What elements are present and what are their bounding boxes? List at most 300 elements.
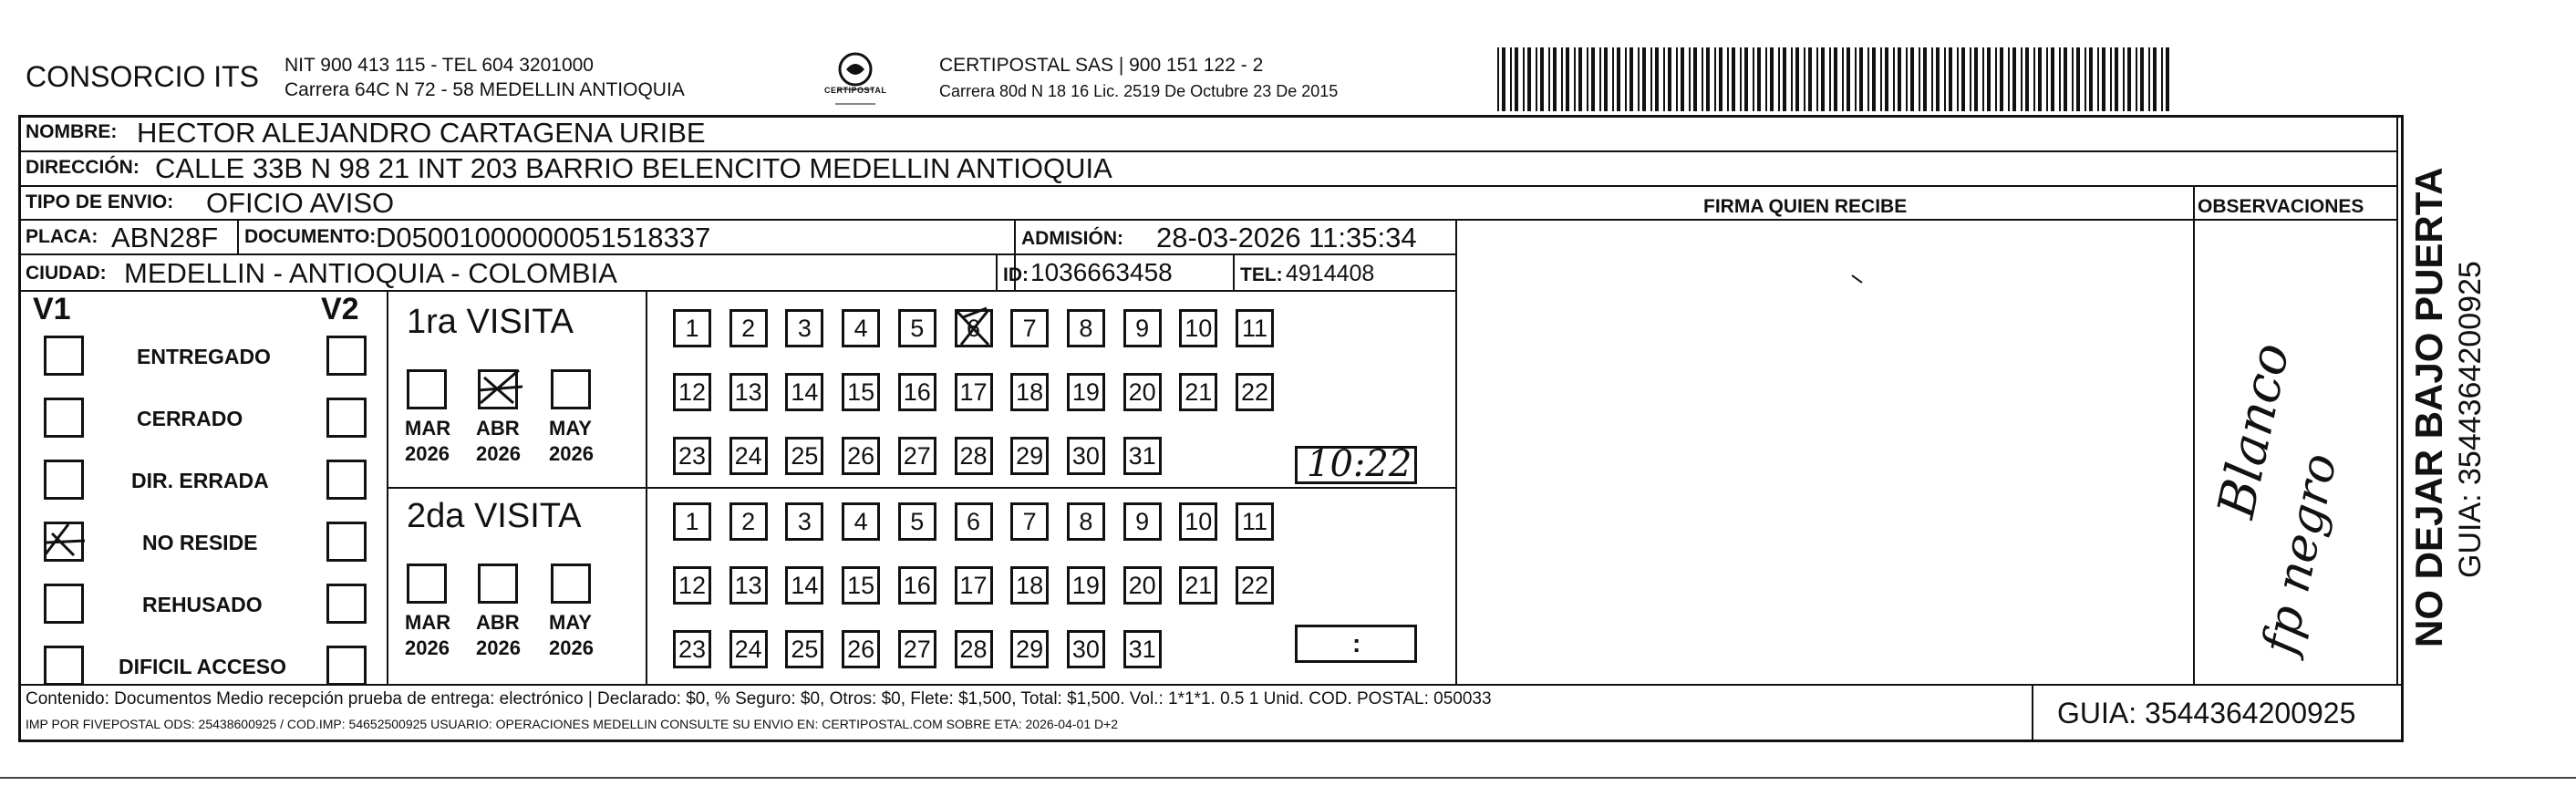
day-cell-3[interactable] [785, 309, 823, 347]
year-label: 2026 [405, 442, 450, 465]
day-cell-9[interactable] [1123, 309, 1162, 347]
barcode-bar [1936, 47, 1940, 111]
id-value: 1036663458 [1030, 258, 1173, 286]
barcode-bar [1847, 47, 1850, 111]
barcode-bar [1727, 47, 1729, 111]
day-number: 26 [847, 635, 875, 663]
day-number: 9 [1135, 314, 1150, 342]
year-label: 2026 [405, 636, 450, 659]
day-number: 7 [1022, 507, 1037, 535]
observacion-handwriting-1: Blanco [2207, 337, 2302, 523]
day-cell-31[interactable] [1123, 437, 1162, 475]
day-number: 11 [1241, 314, 1268, 342]
day-number: 3 [797, 507, 812, 535]
barcode-bar [2127, 47, 2131, 111]
barcode-bar [1791, 47, 1793, 111]
barcode-bar [1893, 47, 1895, 111]
barcode-bar [1515, 47, 1518, 111]
nombre-value: HECTOR ALEJANDRO CARTAGENA URIBE [137, 117, 706, 149]
day-number: 28 [959, 441, 988, 470]
day-cell-16[interactable] [898, 373, 936, 411]
day-number: 2 [741, 314, 756, 342]
day-number: 6 [966, 314, 981, 342]
barcode-bar [2153, 47, 2157, 111]
day-cell-20[interactable] [1123, 373, 1162, 411]
day-number: 21 [1185, 571, 1213, 599]
day-number: 16 [903, 377, 931, 406]
day-cell-21[interactable] [1179, 373, 1217, 411]
day-number: 8 [1079, 507, 1093, 535]
day-cell-3[interactable] [785, 502, 823, 541]
v2-checkbox-dir-errada[interactable] [326, 460, 367, 500]
day-number: 13 [734, 571, 762, 599]
day-number: 22 [1240, 571, 1269, 599]
second-visit-time-box[interactable] [1295, 625, 1417, 663]
day-number: 9 [1135, 507, 1150, 535]
day-cell-17[interactable] [955, 373, 993, 411]
barcode-bar [1834, 47, 1837, 111]
barcode-bar [2012, 47, 2016, 111]
status-option-label: NO RESIDE [142, 531, 258, 554]
day-number: 14 [791, 571, 819, 599]
day-number: 23 [678, 635, 707, 663]
day-cell-23[interactable] [673, 630, 711, 668]
barcode-bar [2166, 47, 2169, 111]
day-cell-28[interactable] [955, 437, 993, 475]
barcode-bar [1885, 47, 1888, 111]
barcode-bar [1961, 47, 1965, 111]
day-cell-11[interactable] [1236, 309, 1274, 347]
barcode-bar [1970, 47, 1971, 111]
v2-checkbox-entregado[interactable] [326, 336, 367, 376]
v1-checkbox-rehusado[interactable] [44, 584, 84, 624]
day-cell-5[interactable] [898, 502, 936, 541]
footer-imp: IMP POR FIVEPOSTAL ODS: 25438600925 / COD.IMP: 54652500925 USUARIO: OPERACIONES MEDELLIN CONSULTE SU ENVIO EN: CERTIPOSTAL.COM SOBRE ETA: 2026-04-01 D+2 [26, 717, 1119, 731]
barcode-bar [1612, 47, 1614, 111]
barcode-bar [1689, 47, 1691, 111]
day-cell-7[interactable] [1010, 502, 1049, 541]
barcode [1495, 47, 2170, 111]
first-visit-time-box[interactable] [1295, 443, 1417, 485]
month-label: ABR [476, 611, 520, 634]
year-label: 2026 [476, 636, 521, 659]
day-number: 30 [1071, 441, 1100, 470]
barcode-bar [2076, 47, 2080, 111]
day-number: 15 [847, 571, 875, 599]
barcode-bar [1982, 47, 1984, 111]
day-cell-16[interactable] [898, 566, 936, 605]
barcode-bar [1744, 47, 1748, 111]
barcode-bar [1855, 47, 1857, 111]
check-mark-icon [477, 367, 526, 409]
placa-value: ABN28F [111, 222, 219, 253]
barcode-bar [1681, 47, 1684, 111]
day-cell-31[interactable] [1123, 630, 1162, 668]
check-mark-icon [952, 305, 998, 350]
v2-label: V2 [321, 292, 359, 326]
tipo-envio-label: TIPO DE ENVIO: [26, 191, 174, 212]
barcode-bar [2102, 47, 2105, 111]
tel-label: TEL: [1240, 264, 1283, 285]
barcode-bar [1676, 47, 1678, 111]
day-cell-10[interactable] [1179, 309, 1217, 347]
v1-checkbox-dificil-acceso[interactable] [44, 646, 84, 686]
barcode-bar [2059, 47, 2061, 111]
barcode-bar [1629, 47, 1633, 111]
day-number: 13 [734, 377, 762, 406]
placa-label: PLACA: [26, 226, 98, 247]
month-checkbox-mar[interactable] [407, 564, 447, 604]
day-cell-17[interactable] [955, 566, 993, 605]
day-cell-8[interactable] [1067, 502, 1105, 541]
v1-checkbox-cerrado[interactable] [44, 398, 84, 438]
documento-label: DOCUMENTO: [244, 226, 377, 247]
day-cell-12[interactable] [673, 373, 711, 411]
month-checkbox-abr[interactable] [478, 564, 518, 604]
day-cell-6[interactable] [955, 502, 993, 541]
day-cell-27[interactable] [898, 630, 936, 668]
day-cell-30[interactable] [1067, 437, 1105, 475]
first-visit-title: 1ra VISITA [407, 303, 574, 341]
day-number: 15 [847, 377, 875, 406]
day-cell-18[interactable] [1010, 566, 1049, 605]
day-cell-14[interactable] [785, 373, 823, 411]
barcode-bar [1702, 47, 1703, 111]
day-number: 18 [1016, 377, 1044, 406]
v2-checkbox-cerrado[interactable] [326, 398, 367, 438]
day-cell-20[interactable] [1123, 566, 1162, 605]
day-number: 7 [1022, 314, 1037, 342]
day-cell-21[interactable] [1179, 566, 1217, 605]
barcode-bar [2085, 47, 2086, 111]
tel-value: 4914408 [1286, 261, 1375, 286]
admision-value: 28-03-2026 11:35:34 [1156, 222, 1417, 253]
day-number: 25 [791, 441, 819, 470]
barcode-bar [2046, 47, 2048, 111]
day-number: 29 [1016, 441, 1044, 470]
day-number: 4 [853, 314, 868, 342]
day-number: 25 [791, 635, 819, 663]
day-cell-24[interactable] [729, 630, 768, 668]
day-cell-13[interactable] [729, 566, 768, 605]
barcode-bar [1880, 47, 1882, 111]
barcode-bar [1974, 47, 1978, 111]
barcode-bar [1898, 47, 1901, 111]
barcode-bar [1919, 47, 1920, 111]
day-cell-29[interactable] [1010, 630, 1049, 668]
barcode-bar [2140, 47, 2144, 111]
v1-checkbox-entregado[interactable] [44, 336, 84, 376]
day-cell-6[interactable] [955, 309, 993, 347]
v2-checkbox-rehusado[interactable] [326, 584, 367, 624]
barcode-bar [1650, 47, 1652, 111]
month-label: MAY [549, 611, 592, 634]
barcode-bar [1497, 47, 1499, 111]
ciudad-value: MEDELLIN - ANTIOQUIA - COLOMBIA [124, 257, 617, 289]
observacion-handwriting-2: fp negro [2252, 449, 2349, 659]
barcode-bar [1502, 47, 1505, 111]
documento-value: D05001000000051518337 [376, 222, 711, 253]
day-cell-22[interactable] [1236, 566, 1274, 605]
day-cell-22[interactable] [1236, 373, 1274, 411]
month-checkbox-may[interactable] [551, 564, 591, 604]
barcode-bar [1638, 47, 1640, 111]
barcode-bar [2097, 47, 2099, 111]
barcode-bar [1906, 47, 1908, 111]
barcode-bar [2038, 47, 2042, 111]
firma-label: FIRMA QUIEN RECIBE [1703, 196, 1908, 217]
barcode-bar [1944, 47, 1946, 111]
observaciones-label: OBSERVACIONES [2198, 196, 2364, 217]
day-number: 17 [959, 377, 988, 406]
logo-text: CERTIPOSTAL [824, 86, 887, 95]
day-cell-29[interactable] [1010, 437, 1049, 475]
barcode-bar [1778, 47, 1780, 111]
barcode-bar [1617, 47, 1620, 111]
day-number: 14 [791, 377, 819, 406]
barcode-bar [2000, 47, 2003, 111]
day-cell-25[interactable] [785, 437, 823, 475]
second-visit-time: : [1352, 629, 1361, 657]
barcode-bar [1523, 47, 1525, 111]
barcode-bar [1783, 47, 1786, 111]
barcode-bar [1740, 47, 1742, 111]
day-number: 22 [1240, 377, 1269, 406]
barcode-bar [2089, 47, 2093, 111]
status-option-label: REHUSADO [142, 593, 263, 616]
barcode-bar [2161, 47, 2163, 111]
v1-checkbox-dir-errada[interactable] [44, 460, 84, 500]
day-cell-24[interactable] [729, 437, 768, 475]
ciudad-label: CIUDAD: [26, 263, 107, 284]
status-option-label: DIR. ERRADA [131, 469, 269, 492]
day-cell-7[interactable] [1010, 309, 1049, 347]
day-number: 5 [910, 507, 925, 535]
barcode-bar [2021, 47, 2023, 111]
day-number: 18 [1016, 571, 1044, 599]
barcode-bar [1587, 47, 1588, 111]
day-cell-19[interactable] [1067, 566, 1105, 605]
barcode-bar [1536, 47, 1537, 111]
day-number: 27 [903, 441, 931, 470]
day-number: 31 [1128, 635, 1156, 663]
barcode-bar [1604, 47, 1608, 111]
day-number: 6 [966, 507, 981, 535]
barcode-bar [2148, 47, 2150, 111]
barcode-bar [1949, 47, 1952, 111]
status-option-label: ENTREGADO [137, 345, 271, 368]
day-cell-13[interactable] [729, 373, 768, 411]
day-number: 30 [1071, 635, 1100, 663]
barcode-bar [1753, 47, 1754, 111]
barcode-bar [1510, 47, 1512, 111]
year-label: 2026 [476, 442, 521, 465]
barcode-bar [1987, 47, 1991, 111]
barcode-bar [1574, 47, 1576, 111]
first-visit-time: 10:22 [1307, 443, 1412, 485]
day-number: 20 [1128, 571, 1156, 599]
barcode-bar [1655, 47, 1659, 111]
day-cell-30[interactable] [1067, 630, 1105, 668]
barcode-bar [1829, 47, 1831, 111]
barcode-bar [1693, 47, 1697, 111]
barcode-bar [1804, 47, 1805, 111]
barcode-bar [1757, 47, 1761, 111]
barcode-bar [1732, 47, 1735, 111]
day-cell-8[interactable] [1067, 309, 1105, 347]
day-number: 23 [678, 441, 707, 470]
v1-label: V1 [33, 292, 71, 326]
month-checkbox-abr[interactable] [478, 369, 518, 409]
day-cell-4[interactable] [842, 502, 880, 541]
day-cell-11[interactable] [1236, 502, 1274, 541]
day-cell-10[interactable] [1179, 502, 1217, 541]
check-mark-icon [41, 519, 96, 563]
barcode-bar [1642, 47, 1646, 111]
barcode-bar [1765, 47, 1767, 111]
admision-label: ADMISIÓN: [1021, 228, 1123, 249]
barcode-bar [1668, 47, 1671, 111]
barcode-bar [2123, 47, 2125, 111]
nombre-label: NOMBRE: [26, 121, 118, 142]
day-cell-14[interactable] [785, 566, 823, 605]
signature-mark [1851, 272, 1864, 281]
barcode-bar [1808, 47, 1812, 111]
month-label: MAR [405, 611, 451, 634]
day-cell-28[interactable] [955, 630, 993, 668]
day-number: 27 [903, 635, 931, 663]
month-checkbox-may[interactable] [551, 369, 591, 409]
v2-checkbox-dificil-acceso[interactable] [326, 646, 367, 686]
barcode-bar [2136, 47, 2137, 111]
status-option-label: DIFICIL ACCESO [119, 655, 287, 678]
barcode-bar [1553, 47, 1557, 111]
year-label: 2026 [549, 442, 594, 465]
day-cell-26[interactable] [842, 630, 880, 668]
day-cell-15[interactable] [842, 566, 880, 605]
barcode-bar [1867, 47, 1869, 111]
day-number: 12 [678, 571, 707, 599]
day-cell-1[interactable] [673, 309, 711, 347]
day-number: 12 [678, 377, 707, 406]
day-number: 1 [685, 314, 699, 342]
day-number: 5 [910, 314, 925, 342]
day-number: 26 [847, 441, 875, 470]
day-cell-9[interactable] [1123, 502, 1162, 541]
day-cell-2[interactable] [729, 309, 768, 347]
barcode-bar [2115, 47, 2118, 111]
barcode-bar [1706, 47, 1710, 111]
day-cell-19[interactable] [1067, 373, 1105, 411]
company-nit: NIT 900 413 115 - TEL 604 3201000 [284, 55, 594, 76]
second-visit-title: 2da VISITA [407, 497, 582, 535]
day-cell-5[interactable] [898, 309, 936, 347]
direccion-label: DIRECCIÓN: [26, 157, 140, 178]
day-cell-26[interactable] [842, 437, 880, 475]
day-number: 19 [1071, 571, 1100, 599]
barcode-bar [1591, 47, 1595, 111]
day-number: 16 [903, 571, 931, 599]
day-number: 29 [1016, 635, 1044, 663]
barcode-bar [1561, 47, 1563, 111]
barcode-bar [1578, 47, 1582, 111]
day-number: 1 [685, 507, 699, 535]
certipostal-logo [819, 49, 892, 109]
barcode-bar [1770, 47, 1774, 111]
barcode-bar [2072, 47, 2074, 111]
v1-checkbox-no-reside[interactable] [44, 522, 84, 562]
day-cell-12[interactable] [673, 566, 711, 605]
barcode-bar [2064, 47, 2067, 111]
barcode-bar [1816, 47, 1818, 111]
day-number: 10 [1185, 507, 1213, 535]
day-cell-18[interactable] [1010, 373, 1049, 411]
v2-checkbox-no-reside[interactable] [326, 522, 367, 562]
barcode-bar [1663, 47, 1665, 111]
day-cell-4[interactable] [842, 309, 880, 347]
barcode-bar [1957, 47, 1959, 111]
barcode-bar [1599, 47, 1601, 111]
barcode-bar [1795, 47, 1799, 111]
barcode-bar [2008, 47, 2010, 111]
day-number: 10 [1185, 314, 1213, 342]
day-number: 28 [959, 635, 988, 663]
barcode-bar [1859, 47, 1863, 111]
no-dejar-warning: NO DEJAR BAJO PUERTA [2407, 167, 2450, 647]
day-number: 19 [1071, 377, 1100, 406]
day-number: 31 [1128, 441, 1156, 470]
day-cell-15[interactable] [842, 373, 880, 411]
status-option-label: CERRADO [137, 407, 243, 430]
day-cell-25[interactable] [785, 630, 823, 668]
day-number: 17 [959, 571, 988, 599]
footer-contenido: Contenido: Documentos Medio recepción prueba de entrega: electrónico | Declarado: $0, % Seguro: $0, Otros: $0, Flete: $1,500, Total: $1,500. Vol.: 1*1*1. 0.5 1 Unid. COD. POSTAL: 050033 [26, 689, 1492, 708]
day-cell-23[interactable] [673, 437, 711, 475]
month-label: ABR [476, 417, 520, 440]
barcode-bar [1548, 47, 1550, 111]
barcode-bar [2033, 47, 2035, 111]
barcode-bar [2110, 47, 2112, 111]
barcode-bar [1821, 47, 1825, 111]
barcode-bar [2025, 47, 2029, 111]
month-checkbox-mar[interactable] [407, 369, 447, 409]
barcode-bar [1719, 47, 1723, 111]
barcode-bar [1910, 47, 1914, 111]
barcode-bar [1540, 47, 1544, 111]
direccion-value: CALLE 33B N 98 21 INT 203 BARRIO BELENCITO MEDELLIN ANTIOQUIA [155, 152, 1112, 184]
barcode-bar [1625, 47, 1627, 111]
year-label: 2026 [549, 636, 594, 659]
barcode-bar [1923, 47, 1927, 111]
barcode-bar [1714, 47, 1716, 111]
carrier-name: CERTIPOSTAL SAS | 900 151 122 - 2 [939, 55, 1264, 76]
id-label: ID: [1003, 264, 1029, 285]
barcode-bar [1872, 47, 1876, 111]
company-address: Carrera 64C N 72 - 58 MEDELLIN ANTIOQUIA [284, 79, 685, 100]
barcode-bar [1566, 47, 1569, 111]
day-number: 24 [734, 635, 762, 663]
barcode-bar [1995, 47, 1997, 111]
day-cell-1[interactable] [673, 502, 711, 541]
day-number: 3 [797, 314, 812, 342]
day-number: 2 [741, 507, 756, 535]
footer-guia: GUIA: 3544364200925 [2057, 697, 2356, 729]
day-cell-2[interactable] [729, 502, 768, 541]
barcode-bar [1842, 47, 1844, 111]
barcode-bar [1931, 47, 1933, 111]
day-cell-27[interactable] [898, 437, 936, 475]
month-label: MAY [549, 417, 592, 440]
